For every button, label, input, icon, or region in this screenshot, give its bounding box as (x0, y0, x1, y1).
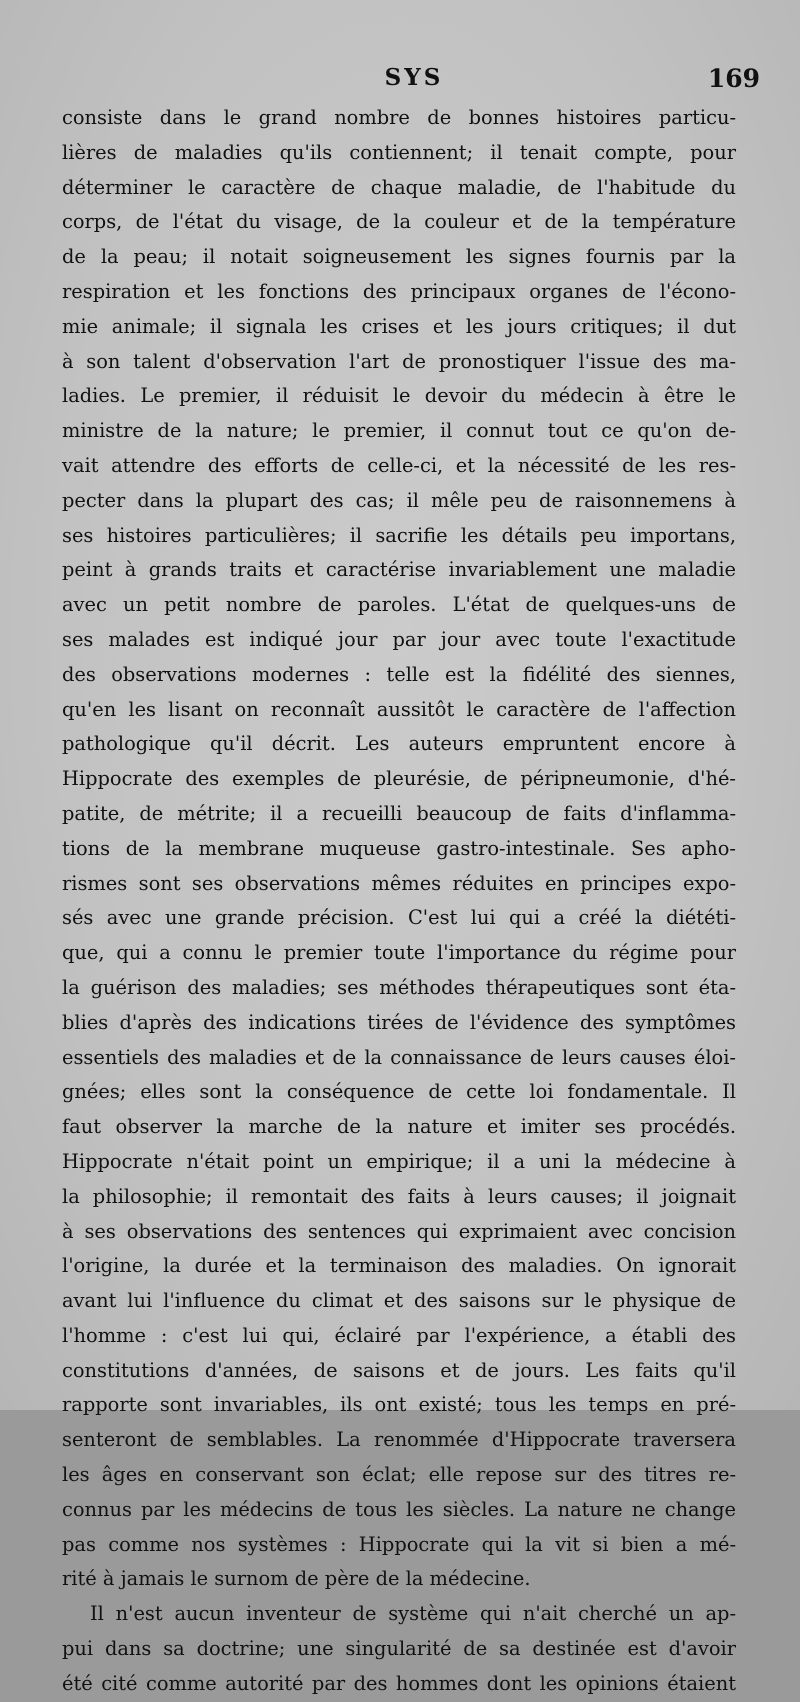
text-line: vait attendre des efforts de celle-ci, et la nécessité de les res- (62, 453, 736, 477)
text-line: tions de la membrane muqueuse gastro-intestinale. Ses apho- (62, 836, 736, 860)
text-line: ladies. Le premier, il réduisit le devoir du médecin à être le (62, 384, 736, 408)
text-line: corps, de l'état du visage, de la couleur et de la température (62, 210, 736, 234)
text-line: pui dans sa doctrine; une singularité de sa destinée est d'avoir (62, 1637, 736, 1661)
text-line: consiste dans le grand nombre de bonnes histoires particu- (62, 106, 736, 129)
text-line: été cité comme autorité par des hommes dont les opinions étaient (62, 1671, 736, 1695)
page-number: 169 (707, 64, 760, 93)
text-line: Hippocrate n'était point un empirique; il a uni la médecine à (62, 1149, 736, 1173)
text-line: pathologique qu'il décrit. Les auteurs empruntent encore à (62, 732, 736, 756)
text-line: l'homme : c'est lui qui, éclairé par l'expérience, a établi des (62, 1323, 736, 1347)
text-line: rapporte sont invariables, ils ont existé; tous les temps en pré- (62, 1393, 736, 1417)
running-head (58, 64, 770, 98)
text-line: de la peau; il notait soigneusement les signes fournis par la (62, 245, 736, 269)
text-line: essentiels des maladies et de la connaissance de leurs causes éloi- (62, 1045, 736, 1069)
text-line: pecter dans la plupart des cas; il mêle peu de raisonnemens à (62, 488, 736, 512)
text-line: ministre de la nature; le premier, il connut tout ce qu'on de- (62, 419, 736, 443)
text-line: rismes sont ses observations mêmes réduites en principes expo- (62, 871, 736, 895)
text-line: avant lui l'influence du climat et des saisons sur le physique de (62, 1289, 736, 1313)
text-line: Il n'est aucun inventeur de système qui n'ait cherché un ap- (90, 1602, 736, 1626)
text-line: ses malades est indiqué jour par jour avec toute l'exactitude (62, 627, 736, 651)
text-line: que, qui a connu le premier toute l'importance du régime pour (62, 941, 736, 965)
body-text (62, 101, 736, 1702)
text-line: à son talent d'observation l'art de pronostiquer l'issue des ma- (62, 349, 736, 373)
text-line: avec un petit nombre de paroles. L'état de quelques-uns de (62, 593, 736, 617)
text-line: rité à jamais le surnom de père de la médecine. (62, 1567, 531, 1591)
text-line: pas comme nos systèmes : Hippocrate qui la vit si bien a mé- (62, 1532, 736, 1556)
running-head-title: SYS (384, 64, 444, 91)
text-line: senteront de semblables. La renommée d'Hippocrate traversera (62, 1428, 736, 1452)
text-line: patite, de métrite; il a recueilli beaucoup de faits d'inflamma- (62, 801, 736, 825)
text-line: connus par les médecins de tous les siècles. La nature ne change (62, 1497, 736, 1521)
text-line: respiration et les fonctions des principaux organes de l'écono- (62, 279, 736, 303)
text-line: gnées; elles sont la conséquence de cette loi fondamentale. Il (62, 1080, 736, 1104)
text-line: des observations modernes : telle est la fidélité des siennes, (62, 662, 736, 686)
text-line: ses histoires particulières; il sacrifie les détails peu importans, (62, 523, 736, 547)
text-line: déterminer le caractère de chaque maladie, de l'habitude du (62, 175, 736, 199)
text-line: blies d'après des indications tirées de l'évidence des symptômes (62, 1010, 736, 1034)
text-line: constitutions d'années, de saisons et de jours. Les faits qu'il (62, 1358, 736, 1382)
text-line: lières de maladies qu'ils contiennent; il tenait compte, pour (62, 140, 736, 164)
text-line: à ses observations des sentences qui exprimaient avec concision (62, 1219, 736, 1243)
text-line: sés avec une grande précision. C'est lui qui a créé la diététi- (62, 906, 736, 930)
text-line: les âges en conservant son éclat; elle repose sur des titres re- (62, 1463, 736, 1487)
text-line: la philosophie; il remontait des faits à leurs causes; il joignait (62, 1184, 736, 1208)
text-line: la guérison des maladies; ses méthodes thérapeutiques sont éta- (62, 975, 736, 999)
text-line: Hippocrate des exemples de pleurésie, de péripneumonie, d'hé- (62, 767, 736, 791)
text-line: faut observer la marche de la nature et imiter ses procédés. (62, 1115, 736, 1139)
text-line: peint à grands traits et caractérise invariablement une maladie (62, 558, 736, 582)
text-line: l'origine, la durée et la terminaison des maladies. On ignorait (62, 1254, 736, 1278)
text-line: qu'en les lisant on reconnaît aussitôt le caractère de l'affection (62, 697, 736, 721)
text-line: mie animale; il signala les crises et les jours critiques; il dut (62, 314, 736, 338)
